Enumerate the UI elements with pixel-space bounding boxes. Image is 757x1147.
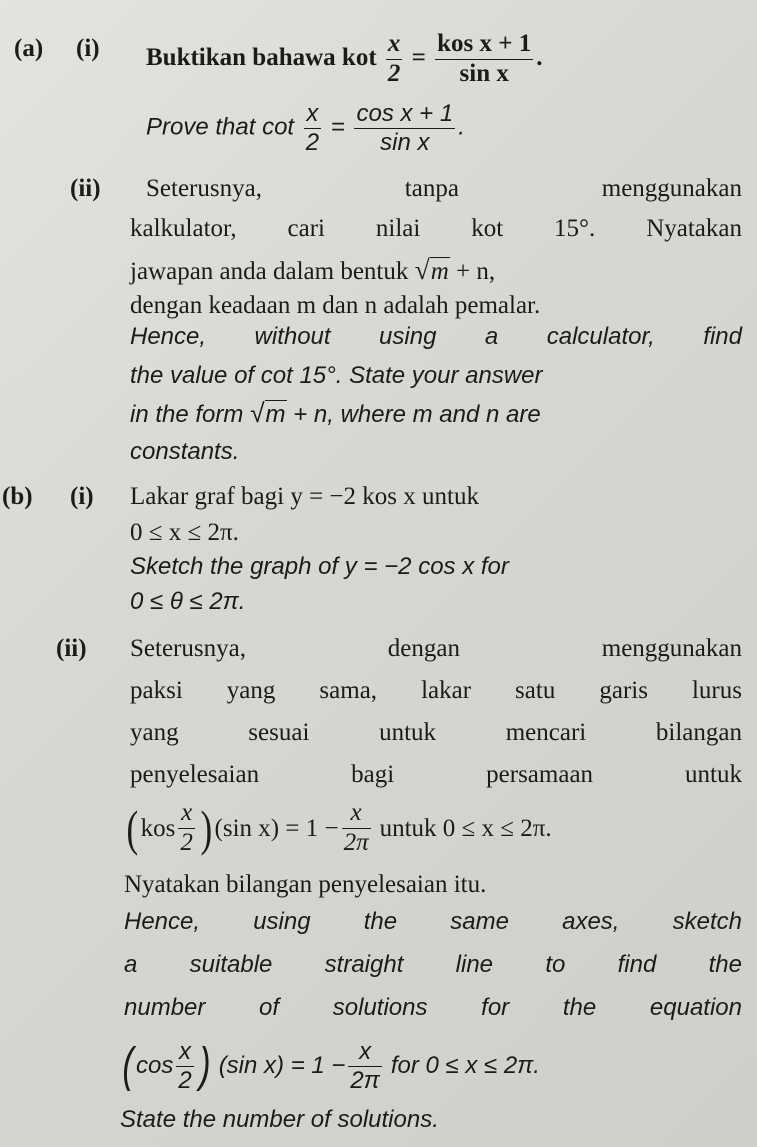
- a-i-malay-frac-left: $\frac{x}{2}$: [387, 30, 401, 87]
- a-i-malay-frac-right: $\frac{\text{kos x + 1}}{\text{sin x}}$: [437, 30, 532, 87]
- a-i-english-statement: Prove that cot $\frac{x}{2}$ = $\frac{\text{cos x + 1}}{\text{sin x}}$ .: [146, 100, 465, 156]
- a-ii-ms-line1: Seterusnya, tanpa menggunakan: [146, 175, 742, 202]
- a-i-malay-eq: =: [411, 43, 426, 71]
- b-ii-en-frac1: $\frac{x}{2}$: [178, 1037, 192, 1094]
- label-a-i: (i): [76, 35, 100, 62]
- a-i-malay-text: Buktikan bahawa kot: [146, 43, 377, 71]
- label-b-i: (i): [70, 483, 94, 510]
- b-ii-en-line1: Hence, using the same axes, sketch: [124, 908, 742, 935]
- b-ii-ms-frac1: $\frac{x}{2}$: [180, 798, 193, 856]
- sqrt-m-ms: √m: [414, 254, 449, 285]
- a-ii-en-line3: in the form √m + n, where m and n are: [130, 398, 541, 428]
- b-ii-en-line5: State the number of solutions.: [120, 1106, 439, 1133]
- b-ii-en-line2: a suitable straight line to find the: [124, 951, 742, 978]
- a-i-malay-statement: Buktikan bahawa kot $\frac{x}{2}$ = $\frac{\text{kos x + 1}}{\text{sin x}}$ .: [146, 30, 543, 87]
- a-ii-en-line1: Hence, without using a calculator, find: [130, 323, 742, 350]
- b-ii-en-frac2: $\frac{x}{2\pi}$: [350, 1037, 380, 1094]
- b-i-en-line2: 0 ≤ θ ≤ 2π.: [130, 588, 246, 615]
- b-ii-ms-line4: penyelesaian bagi persamaan untuk: [130, 761, 742, 788]
- sqrt-m-en: √m: [250, 398, 286, 428]
- b-ii-ms-line6: Nyatakan bilangan penyelesaian itu.: [124, 871, 487, 898]
- a-ii-en-line2: the value of cot 15°. State your answer: [130, 362, 543, 389]
- b-ii-en-equation: ( cos $\frac{x}{2}$ ) (sin x) = 1 − $\frac{x}{2\pi}$ for 0 ≤ x ≤ 2π.: [122, 1037, 540, 1094]
- a-i-english-frac-right: $\frac{\text{cos x + 1}}{\text{sin x}}$: [356, 100, 454, 156]
- b-ii-ms-frac2: $\frac{x}{2\pi}$: [343, 798, 369, 856]
- a-i-english-frac-left: $\frac{x}{2}$: [305, 100, 320, 156]
- a-i-english-text: Prove that cot: [146, 113, 295, 141]
- a-ii-ms-line3: jawapan anda dalam bentuk √m + n,: [130, 254, 496, 285]
- a-ii-ms-line4: dengan keadaan m dan n adalah pemalar.: [130, 292, 541, 319]
- a-ii-ms-line2: kalkulator, cari nilai kot 15°. Nyatakan: [130, 215, 742, 242]
- b-i-ms-line2: 0 ≤ x ≤ 2π.: [130, 519, 239, 546]
- label-a-ii: (ii): [70, 175, 101, 202]
- b-ii-ms-line1: Seterusnya, dengan menggunakan: [130, 635, 742, 662]
- a-ii-en-line4: constants.: [130, 438, 240, 465]
- b-ii-ms-equation: ( kos $\frac{x}{2}$ ) (sin x) = 1 − $\frac{x}{2\pi}$ untuk 0 ≤ x ≤ 2π.: [126, 798, 552, 856]
- b-i-en-line1: Sketch the graph of y = −2 cos x for: [130, 553, 509, 580]
- label-b-ii: (ii): [56, 635, 87, 662]
- b-ii-en-line3: number of solutions for the equation: [124, 994, 742, 1021]
- label-b: (b): [2, 483, 33, 510]
- b-ii-ms-line3: yang sesuai untuk mencari bilangan: [130, 719, 742, 746]
- b-ii-ms-line2: paksi yang sama, lakar satu garis lurus: [130, 677, 742, 704]
- label-a: (a): [14, 35, 44, 62]
- b-i-ms-line1: Lakar graf bagi y = −2 kos x untuk: [130, 483, 479, 510]
